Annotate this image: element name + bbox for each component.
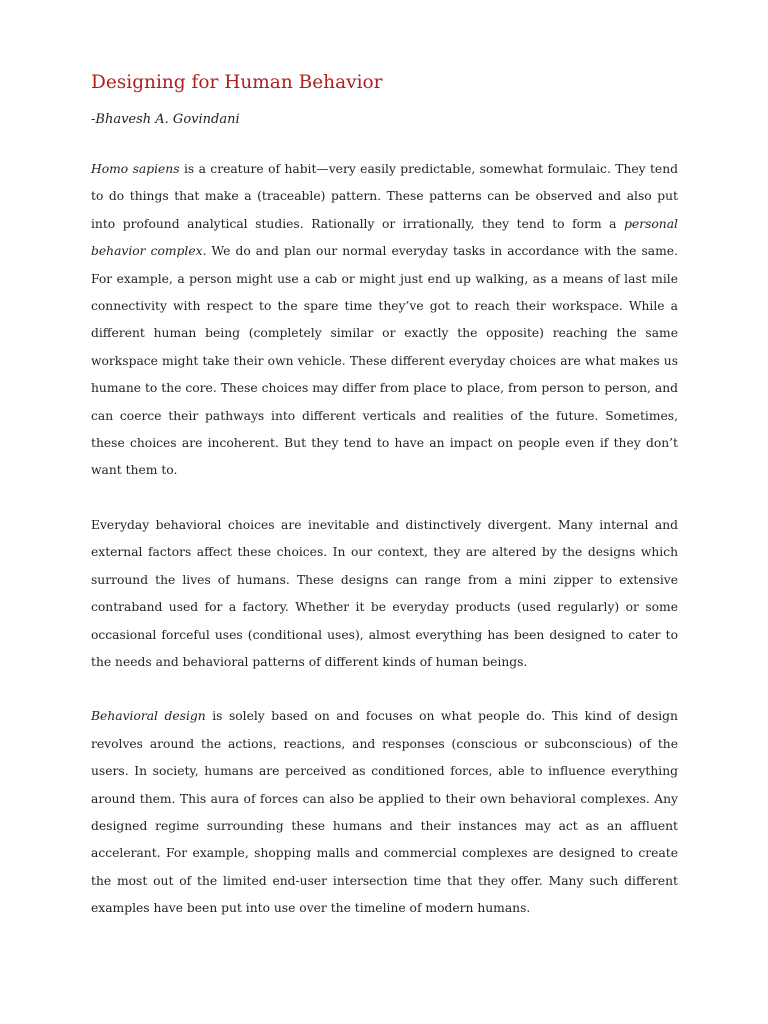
document-page	[91, 70, 678, 923]
paragraph-1-italic-mid: personal behavior complex	[91, 216, 678, 259]
paragraph-1-text-a: is a creature of habit—very easily predictable, somewhat formulaic. They tend to do things that make a (traceable) pattern. These patterns can be observed and also put into profound analytical studies. Rationally or irrationally, they tend to form a	[91, 162, 678, 231]
paragraph-3-text: is solely based on and focuses on what people do. This kind of design revolves around the actions, reactions, and responses (conscious or subconscious) of the users. In society, humans are perceived as conditioned forces, able to influence everything around them. This aura of forces can also be applied to their own behavioral complexes. Any designed regime surrounding these humans and their instances may act as an affluent accelerant. For example, shopping malls and commercial complexes are designed to create the most out of the limited end-user intersection time that they offer. Many such different examples have been put into use over the timeline of modern humans.	[91, 709, 678, 916]
paragraph-1	[91, 156, 678, 485]
document-title: Designing for Human Behavior	[91, 72, 383, 93]
paragraph-3	[91, 703, 678, 922]
paragraph-3-italic-start: Behavioral design	[91, 709, 206, 724]
paragraph-2	[91, 512, 678, 676]
paragraph-1-italic-start: Homo sapiens	[91, 162, 180, 176]
paragraph-2-text: Everyday behavioral choices are inevitable and distinctively divergent. Many internal and external factors affect these choices. In our context, they are altered by the designs which surround the lives of humans. These designs can range from a mini zipper to extensive contraband used for a factory. Whether it be everyday products (used regularly) or some occasional forceful uses (conditional uses), almost everything has been designed to cater to the needs and behavioral patterns of different kinds of human beings.	[91, 517, 678, 669]
document-author: -Bhavesh A. Govindani	[91, 112, 240, 127]
paragraph-1-text-b: . We do and plan our normal everyday tasks in accordance with the same. For example, a person might use a cab or might just end up walking, as a means of last mile connectivity with respect to the spare time they’ve got to reach their workspace. While a different human being (completely similar or exactly the opposite) reaching the same workspace might take their own vehicle. These different everyday choices are what makes us humane to the core. These choices may differ from place to place, from person to person, and can coerce their pathways into different verticals and realities of the future. Sometimes, these choices are incoherent. But they tend to have an impact on people even if they don’t want them to.	[91, 244, 678, 478]
